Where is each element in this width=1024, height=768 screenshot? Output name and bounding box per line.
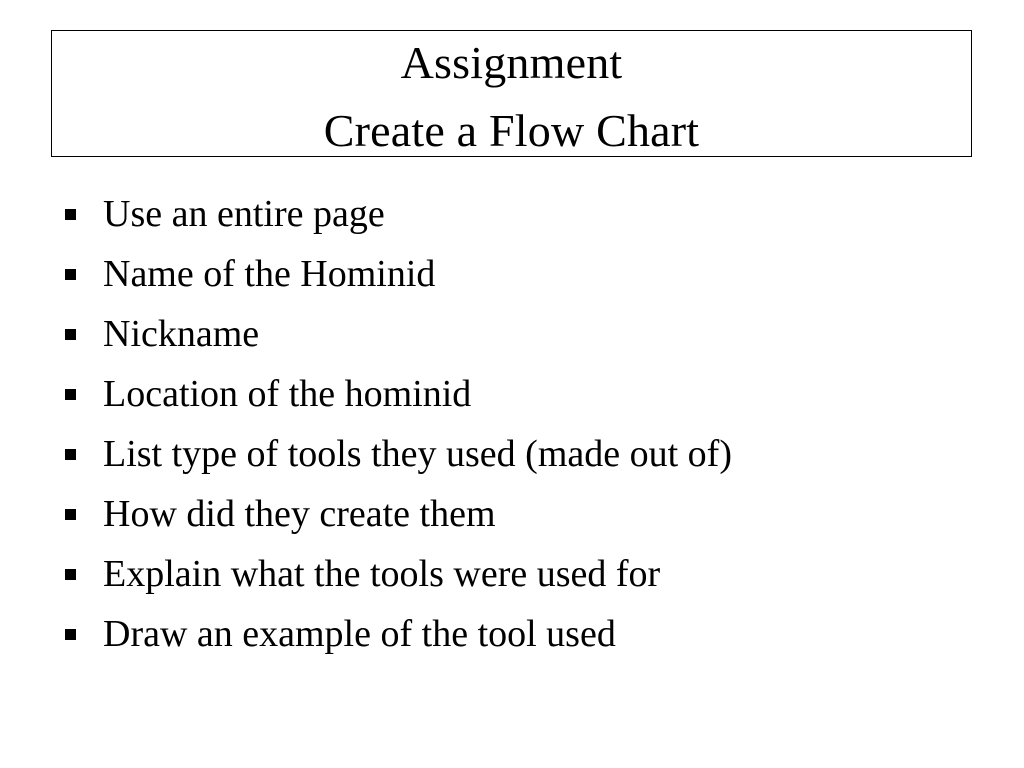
bullet-text: Use an entire page (103, 193, 385, 235)
square-bullet-icon (65, 389, 76, 400)
bullet-item (62, 244, 982, 304)
bullet-item (62, 604, 982, 664)
bullet-item (62, 304, 982, 364)
bullet-text: List type of tools they used (made out of) (103, 433, 732, 475)
square-bullet-icon (65, 569, 76, 580)
square-bullet-icon (65, 329, 76, 340)
square-bullet-icon (65, 509, 76, 520)
square-bullet-icon (65, 269, 76, 280)
bullet-item (62, 544, 982, 604)
bullet-item (62, 424, 982, 484)
bullet-text: How did they create them (103, 493, 496, 535)
bullet-list (62, 184, 982, 664)
square-bullet-icon (65, 209, 76, 220)
bullet-item (62, 184, 982, 244)
title-line-2: Create a Flow Chart (323, 105, 700, 156)
bullet-text: Explain what the tools were used for (103, 553, 661, 595)
bullet-text: Draw an example of the tool used (103, 613, 616, 655)
square-bullet-icon (65, 449, 76, 460)
bullet-item (62, 364, 982, 424)
title-box (51, 30, 972, 157)
bullet-text: Name of the Hominid (103, 253, 436, 295)
bullet-text: Nickname (103, 313, 260, 355)
bullet-text: Location of the hominid (103, 373, 472, 415)
square-bullet-icon (65, 629, 76, 640)
bullet-item (62, 484, 982, 544)
title-line-1: Assignment (400, 37, 623, 88)
